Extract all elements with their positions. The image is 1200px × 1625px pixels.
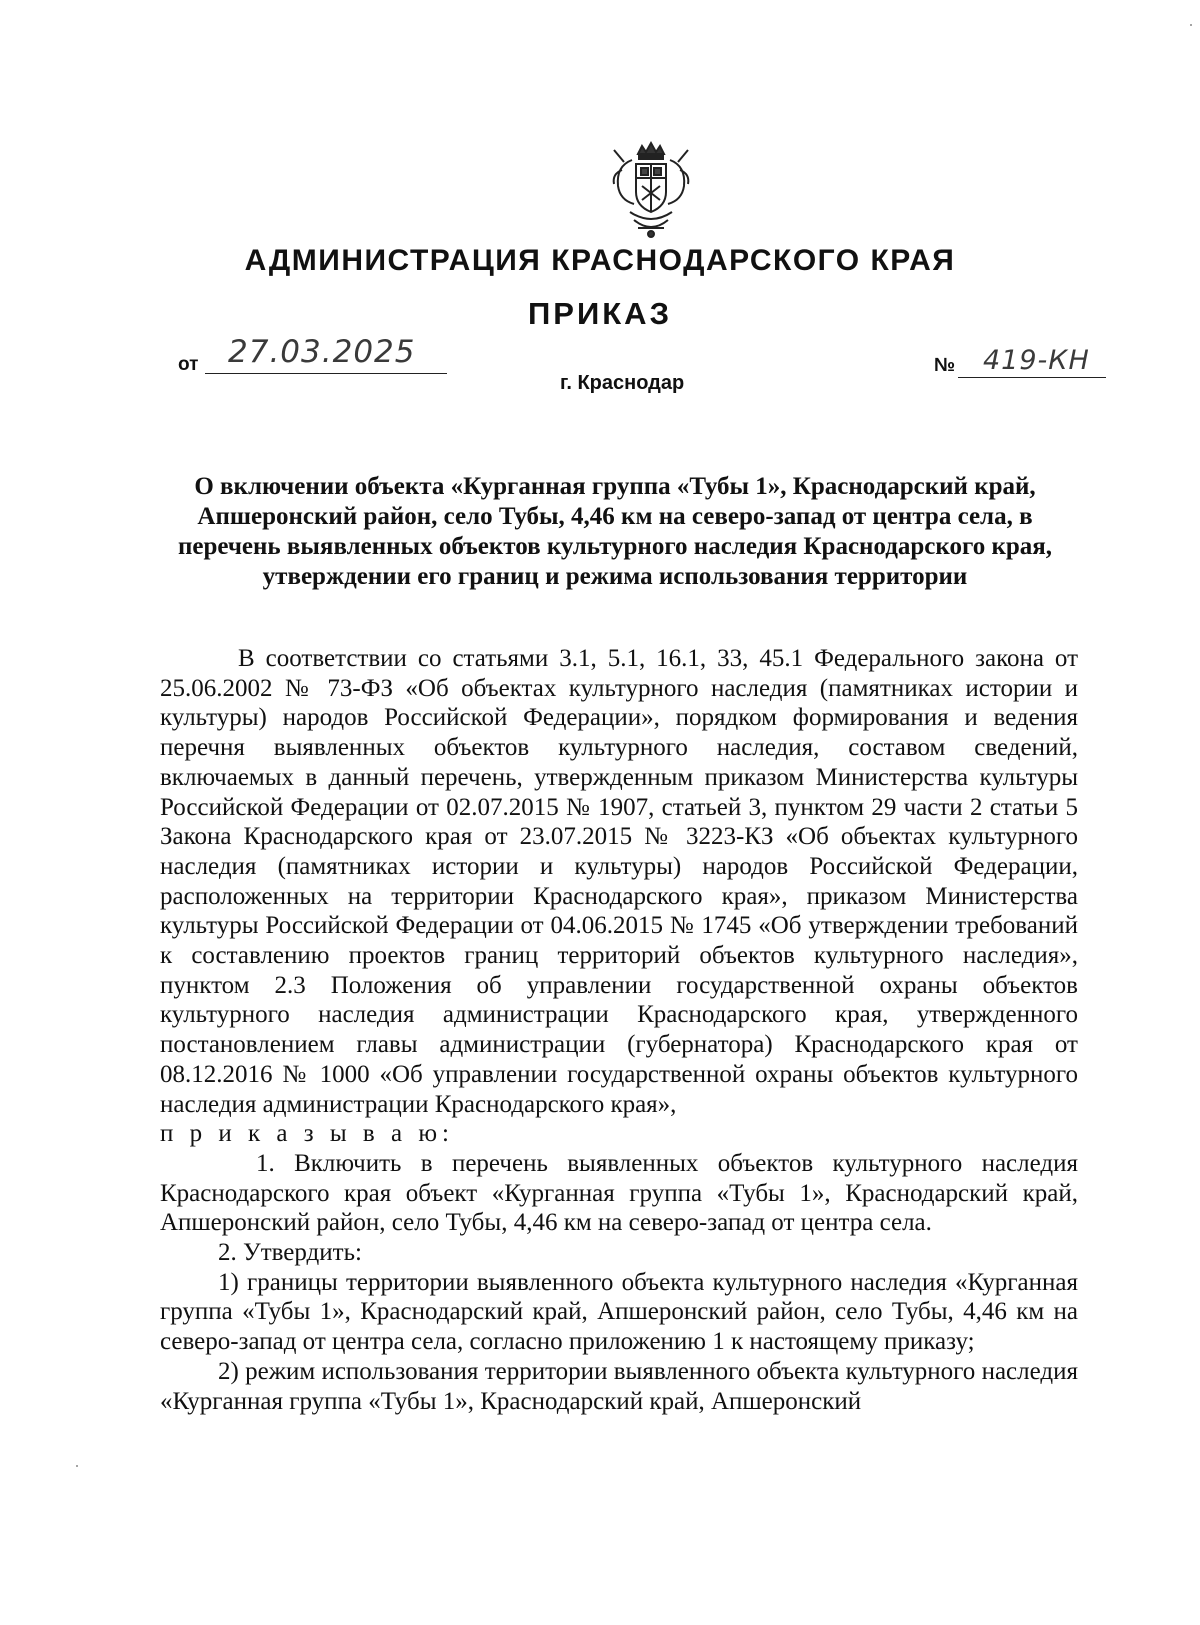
date-underline bbox=[205, 373, 447, 374]
order-heading: О включении объекта «Курганная группа «Тубы 1», Краснодарский край, Апшеронский район, село Тубы, 4,46 км на северо-запад от центра села, в перечень выявленных объектов культурного наследия Краснодарского края, утверждении его границ и режима использования территории bbox=[177, 473, 1053, 590]
scan-speck bbox=[76, 1465, 78, 1467]
number-underline bbox=[958, 377, 1106, 378]
krasnodar-coat-of-arms-icon bbox=[608, 140, 694, 240]
order-body bbox=[160, 644, 1078, 1416]
item-2-1: 1) границы территории выявленного объекта культурного наследия «Курганная группа «Тубы 1», Краснодарский край, Апшеронский район, село Тубы, 4,46 км на северо-запад от центра села, согласно приложению 1 к настоящему приказу; bbox=[160, 1268, 1078, 1356]
handwritten-date: 27.03.2025 bbox=[228, 334, 416, 370]
scan-speck bbox=[1190, 24, 1192, 26]
order-word: п р и к а з ы в а ю: bbox=[160, 1120, 454, 1148]
preamble-paragraph: В соответствии со статьями 3.1, 5.1, 16.1, 33, 45.1 Федерального закона от 25.06.2002 № 73-ФЗ «Об объектах культурного наследия (памятниках истории и культуры) народов Российской Федерации», порядком формирования и ведения перечня выявленных объектов культурного наследия, составом сведений, включаемых в данный перечень, утвержденным приказом Министерства культуры Российской Федерации от 02.07.2015 № 1907, статьей 3, пунктом 29 части 2 статьи 5 Закона Краснодарского края от 23.07.2015 № 3223-КЗ «Об объектах культурного наследия (памятниках истории и культуры) народов Российской Федерации, расположенных на территории Краснодарского края», приказом Министерства культуры Российской Федерации от 04.06.2015 № 1745 «Об утверждении требований к составлению проектов границ территорий объектов культурного наследия», пунктом 2.3 Положения об управлении государственной охраны объектов культурного наследия администрации Краснодарского края, утвержденного постановлением главы администрации (губернатора) Краснодарского края от 08.12.2016 № 1000 «Об управлении государственной охраны объектов культурного наследия администрации Краснодарского края», bbox=[160, 645, 1078, 1118]
item-2: 2. Утвердить: bbox=[218, 1239, 362, 1267]
handwritten-number: 419-КН bbox=[983, 345, 1090, 376]
item-1: 1. Включить в перечень выявленных объектов культурного наследия Краснодарского края объект «Курганная группа «Тубы 1», Краснодарский край, Апшеронский район, село Тубы, 4,46 км на северо-запад от центра села. bbox=[160, 1149, 1078, 1237]
document-type: ПРИКАЗ bbox=[528, 296, 672, 331]
date-prefix: от bbox=[178, 354, 199, 375]
organization-title: АДМИНИСТРАЦИЯ КРАСНОДАРСКОГО КРАЯ bbox=[244, 244, 956, 277]
number-prefix: № bbox=[934, 355, 956, 376]
item-2-2: 2) режим использования территории выявленного объекта культурного наследия «Курганная группа «Тубы 1», Краснодарский край, Апшеронский bbox=[160, 1357, 1078, 1415]
city-line: г. Краснодар bbox=[560, 372, 685, 394]
